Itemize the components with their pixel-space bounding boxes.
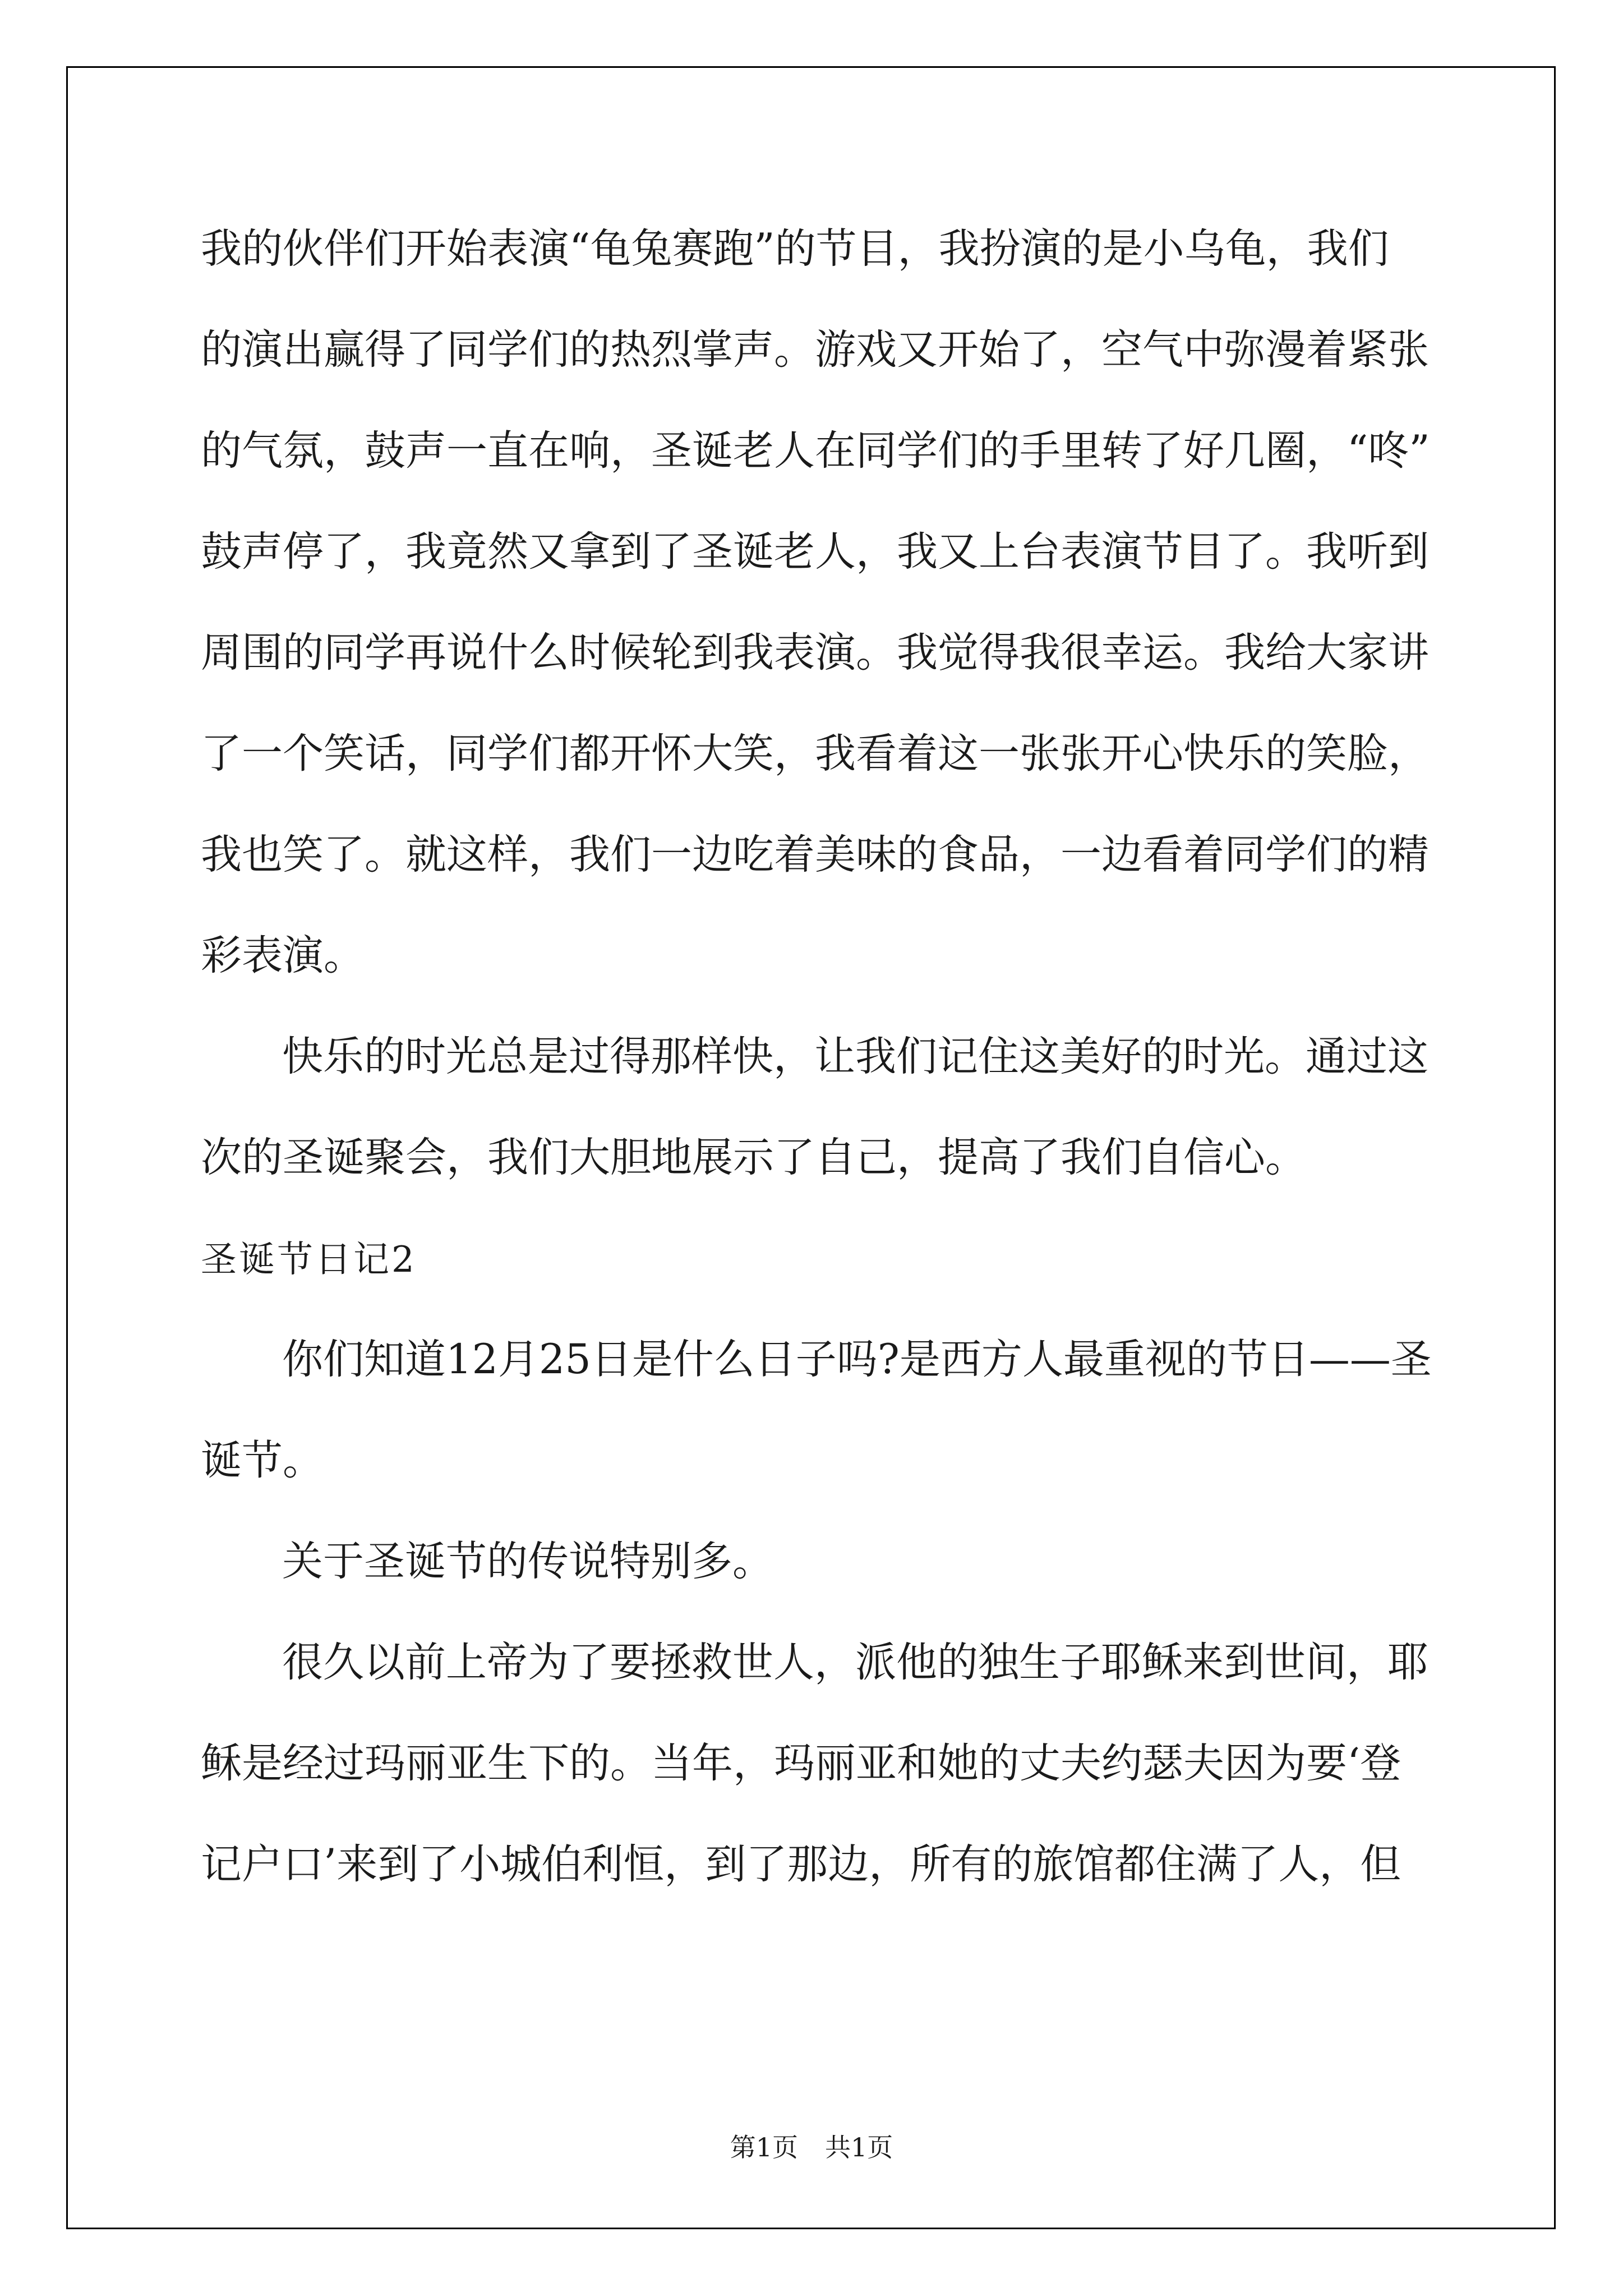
text-line-16: 稣是经过玛丽亚生下的。当年，玛丽亚和她的丈夫约瑟夫因为要‘登 [201, 1740, 1401, 1787]
text-line-4: 鼓声停了，我竟然又拿到了圣诞老人，我又上台表演节目了。我听到 [201, 528, 1429, 576]
page-number-total: 共1页 [825, 2132, 893, 2162]
text-line-3: 的气氛，鼓声一直在响，圣诞老人在同学们的手里转了好几圈，“咚” [201, 427, 1430, 475]
section-heading: 圣诞节日记2 [201, 1239, 417, 1281]
text-line-6: 了一个笑话，同学们都开怀大笑，我看着这一张张开心快乐的笑脸， [201, 730, 1429, 777]
text-line-7: 我也笑了。就这样，我们一边吃着美味的食品，一边看着同学们的精 [201, 831, 1429, 878]
text-line-10: 次的圣诞聚会，我们大胆地展示了自己，提高了我们自信心。 [201, 1134, 1306, 1181]
page-footer [0, 2132, 1623, 2163]
text-line-17: 记户口’来到了小城伯利恒，到了那边，所有的旅馆都住满了人，但 [201, 1841, 1401, 1888]
text-line-8: 彩表演。 [201, 932, 365, 979]
text-line-13: 诞节。 [201, 1437, 324, 1484]
text-line-15: 很久以前上帝为了要拯救世人，派他的独生子耶稣来到世间，耶 [282, 1639, 1428, 1686]
text-line-2: 的演出赢得了同学们的热烈掌声。游戏又开始了，空气中弥漫着紧张 [201, 326, 1429, 374]
text-line-14: 关于圣诞节的传说特别多。 [282, 1538, 773, 1585]
text-line-1: 我的伙伴们开始表演“龟兔赛跑”的节目，我扮演的是小乌龟，我们 [201, 225, 1389, 273]
text-line-5: 周围的同学再说什么时候轮到我表演。我觉得我很幸运。我给大家讲 [201, 629, 1429, 677]
text-line-9: 快乐的时光总是过得那样快，让我们记住这美好的时光。通过这 [282, 1033, 1428, 1080]
text-line-12: 你们知道12月25日是什么日子吗?是西方人最重视的节日——圣 [282, 1336, 1432, 1383]
page-number-current: 第1页 [730, 2132, 798, 2162]
